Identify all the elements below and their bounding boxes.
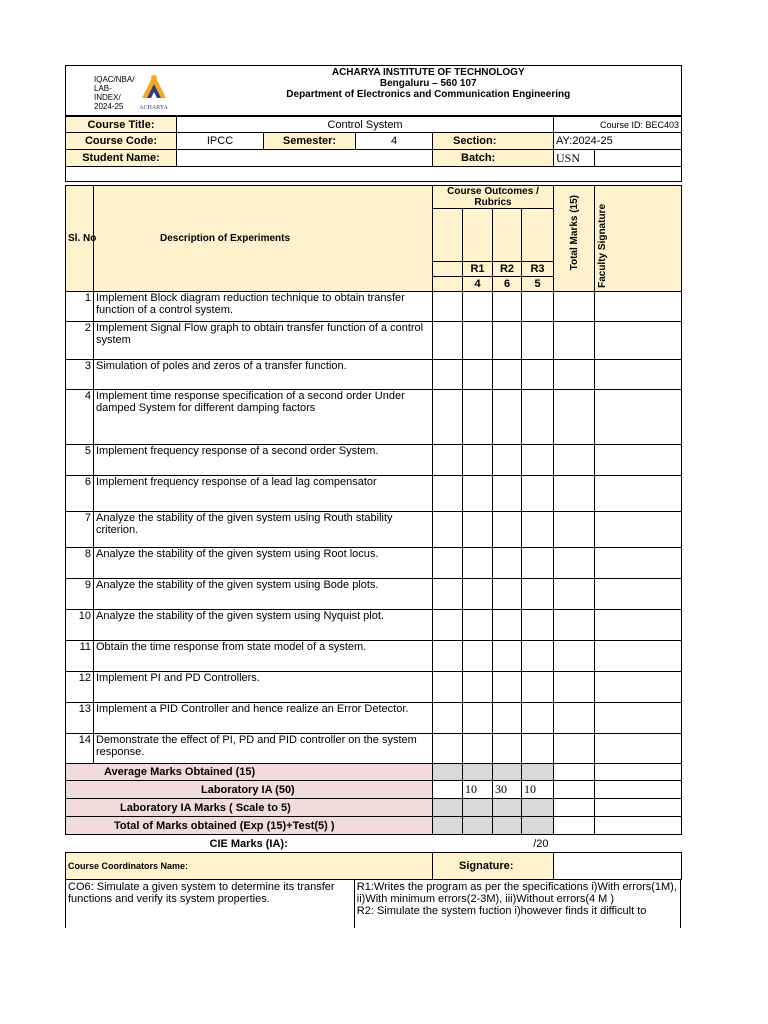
average-signature-cell xyxy=(595,764,682,781)
average-r1-cell[interactable] xyxy=(463,764,493,781)
average-r2-cell[interactable] xyxy=(493,764,522,781)
faculty-signature-header xyxy=(595,186,682,292)
co-cell[interactable] xyxy=(433,292,463,322)
r2-cell[interactable] xyxy=(493,322,522,360)
semester-value[interactable]: 4 xyxy=(356,133,433,150)
r1-description: R1:Writes the program as per the specifications i)With errors(1M), ii)With minimum errors(2-3M), iii)Without errors(4 M ) xyxy=(356,881,677,905)
signature-cell[interactable] xyxy=(595,641,682,672)
r1-cell[interactable] xyxy=(463,641,493,672)
total-cell[interactable] xyxy=(554,641,595,672)
r1-cell[interactable] xyxy=(463,360,493,390)
table-row xyxy=(66,610,682,641)
total-co-cell xyxy=(433,817,463,835)
signature-cell[interactable] xyxy=(595,548,682,579)
co-cell[interactable] xyxy=(433,390,463,445)
co-cell[interactable] xyxy=(433,641,463,672)
signature-label: Signature: xyxy=(433,853,554,880)
total-cell[interactable] xyxy=(554,548,595,579)
cie-marks-label: CIE Marks (IA): xyxy=(66,835,433,853)
rubric-r3-marks: 5 xyxy=(522,277,554,292)
rubric-r2-marks: 6 xyxy=(493,277,522,292)
batch-label: Batch: xyxy=(433,150,554,167)
signature-cell[interactable] xyxy=(595,390,682,445)
co-blank-cell xyxy=(433,209,463,262)
co-cell[interactable] xyxy=(433,703,463,734)
co-cell[interactable] xyxy=(433,548,463,579)
rubric-r2-header: R2 xyxy=(493,262,522,277)
description-header: Description of Experiments xyxy=(94,186,433,292)
experiment-number: 6 xyxy=(66,476,94,512)
lab-ia-co-cell xyxy=(433,781,463,799)
cie-marks-max[interactable]: /20 xyxy=(433,835,554,853)
total-signature-cell xyxy=(595,817,682,835)
co-cell[interactable] xyxy=(433,360,463,390)
course-info-table xyxy=(65,116,682,182)
total-cell[interactable] xyxy=(554,360,595,390)
table-row xyxy=(66,672,682,703)
faculty-signature-header-text: Faculty Signature xyxy=(597,204,609,288)
total-marks-header xyxy=(554,186,595,292)
r3-cell[interactable] xyxy=(522,641,554,672)
lab-ia-r1-value: 10 xyxy=(463,781,493,799)
table-row xyxy=(66,390,682,445)
signature-cell[interactable] xyxy=(595,360,682,390)
header-title-block xyxy=(176,66,682,116)
co-cell[interactable] xyxy=(433,445,463,476)
rubric-r1-marks: 4 xyxy=(463,277,493,292)
signature-cell[interactable] xyxy=(595,322,682,360)
spacer-row xyxy=(66,167,682,182)
co-cell[interactable] xyxy=(433,610,463,641)
student-name-field[interactable] xyxy=(177,150,433,167)
rubric-r3-header: R3 xyxy=(522,262,554,277)
r3-cell[interactable] xyxy=(522,292,554,322)
experiment-number: 14 xyxy=(66,734,94,764)
experiment-number: 3 xyxy=(66,360,94,390)
table-row xyxy=(66,292,682,322)
total-marks-label: Total of Marks obtained (Exp (15)+Test(5) ) xyxy=(66,817,433,835)
scaled-co-cell xyxy=(433,799,463,817)
course-title-value[interactable]: Control System xyxy=(177,117,554,133)
total-r1-cell[interactable] xyxy=(463,817,493,835)
total-total-cell[interactable] xyxy=(554,817,595,835)
table-row xyxy=(66,445,682,476)
r3-cell[interactable] xyxy=(522,548,554,579)
department-name: Department of Electronics and Communication Engineering xyxy=(286,89,571,100)
experiment-number: 5 xyxy=(66,445,94,476)
experiment-description: Implement Signal Flow graph to obtain transfer function of a control system xyxy=(94,322,433,360)
scaled-r2-cell[interactable] xyxy=(493,799,522,817)
r1-cell[interactable] xyxy=(463,548,493,579)
experiment-number: 13 xyxy=(66,703,94,734)
experiments-table xyxy=(65,185,682,880)
r3-cell[interactable] xyxy=(522,512,554,548)
table-row xyxy=(66,548,682,579)
academic-year: AY:2024-25 xyxy=(554,133,682,150)
r1-cell[interactable] xyxy=(463,512,493,548)
total-r3-cell[interactable] xyxy=(522,817,554,835)
experiment-description: Obtain the time response from state model of a system. xyxy=(94,641,433,672)
course-code-label: Course Code: xyxy=(66,133,177,150)
experiment-description: Implement Block diagram reduction technique to obtain transfer function of a control system. xyxy=(94,292,433,322)
header-table xyxy=(65,65,682,116)
experiment-description: Implement PI and PD Controllers. xyxy=(94,672,433,703)
table-row xyxy=(66,579,682,610)
r2-cell[interactable] xyxy=(493,360,522,390)
total-cell[interactable] xyxy=(554,512,595,548)
total-cell[interactable] xyxy=(554,476,595,512)
slno-header: Sl. No xyxy=(66,186,94,292)
usn-label: USN xyxy=(554,150,595,167)
experiment-description: Simulation of poles and zeros of a transfer function. xyxy=(94,360,433,390)
lab-ia-label: Laboratory IA (50) xyxy=(66,781,433,799)
experiment-description: Implement frequency response of a lead lag compensator xyxy=(94,476,433,512)
cie-blank xyxy=(554,835,682,853)
r3-cell[interactable] xyxy=(522,672,554,703)
course-id: Course ID: BEC403 xyxy=(554,117,682,133)
total-marks-header-text: Total Marks (15) xyxy=(568,194,580,270)
total-cell[interactable] xyxy=(554,445,595,476)
table-row xyxy=(66,512,682,548)
total-cell[interactable] xyxy=(554,579,595,610)
average-marks-label: Average Marks Obtained (15) xyxy=(66,764,433,781)
co-r1-blank xyxy=(463,209,493,262)
r1-cell[interactable] xyxy=(463,579,493,610)
r3-cell[interactable] xyxy=(522,579,554,610)
signature-cell[interactable] xyxy=(595,672,682,703)
co-cell[interactable] xyxy=(433,579,463,610)
experiment-description: Implement frequency response of a second order System. xyxy=(94,445,433,476)
r2-cell[interactable] xyxy=(493,512,522,548)
scaled-r1-cell[interactable] xyxy=(463,799,493,817)
r3-cell[interactable] xyxy=(522,703,554,734)
scaled-signature-cell xyxy=(595,799,682,817)
total-cell[interactable] xyxy=(554,734,595,764)
footer-block xyxy=(65,880,681,928)
co-cell[interactable] xyxy=(433,322,463,360)
table-row xyxy=(66,641,682,672)
usn-field[interactable] xyxy=(595,150,682,167)
experiment-number: 2 xyxy=(66,322,94,360)
rubric-marks-blank xyxy=(433,277,463,292)
table-row xyxy=(66,476,682,512)
r2-cell[interactable] xyxy=(493,610,522,641)
section-label: Section: xyxy=(433,133,554,150)
experiment-number: 11 xyxy=(66,641,94,672)
experiment-description: Analyze the stability of the given system using Bode plots. xyxy=(94,579,433,610)
r3-cell[interactable] xyxy=(522,734,554,764)
lab-ia-r2-value: 30 xyxy=(493,781,522,799)
experiment-description: Implement time response specification of a second order Under damped System for different damping factors xyxy=(94,390,433,445)
experiment-description: Demonstrate the effect of PI, PD and PID controller on the system response. xyxy=(94,734,433,764)
r1-cell[interactable] xyxy=(463,610,493,641)
total-r2-cell[interactable] xyxy=(493,817,522,835)
experiment-number: 10 xyxy=(66,610,94,641)
signature-cell[interactable] xyxy=(595,734,682,764)
r1-cell[interactable] xyxy=(463,445,493,476)
signature-field[interactable] xyxy=(554,853,682,880)
institute-city: Bengaluru – 560 107 xyxy=(379,78,477,89)
total-cell[interactable] xyxy=(554,672,595,703)
average-total-cell[interactable] xyxy=(554,764,595,781)
lab-index-sheet xyxy=(65,65,681,928)
lab-ia-scaled-label: Laboratory IA Marks ( Scale to 5) xyxy=(66,799,433,817)
r1-cell[interactable] xyxy=(463,322,493,360)
r1-cell[interactable] xyxy=(463,292,493,322)
table-row xyxy=(66,734,682,764)
co-cell[interactable] xyxy=(433,672,463,703)
table-row xyxy=(66,360,682,390)
r3-cell[interactable] xyxy=(522,476,554,512)
r1-cell[interactable] xyxy=(463,703,493,734)
r3-cell[interactable] xyxy=(522,445,554,476)
rubric-r1-header: R1 xyxy=(463,262,493,277)
co-r3-blank xyxy=(522,209,554,262)
signature-cell[interactable] xyxy=(595,703,682,734)
experiment-description: Analyze the stability of the given system using Routh stability criterion. xyxy=(94,512,433,548)
student-name-label: Student Name: xyxy=(66,150,177,167)
r2-cell[interactable] xyxy=(493,672,522,703)
r1-cell[interactable] xyxy=(463,476,493,512)
experiment-description: Analyze the stability of the given system using Root locus. xyxy=(94,548,433,579)
course-outcomes-header: Course Outcomes / Rubrics xyxy=(433,186,554,209)
semester-label: Semester: xyxy=(264,133,356,150)
signature-cell[interactable] xyxy=(595,445,682,476)
average-co-cell xyxy=(433,764,463,781)
r2-cell[interactable] xyxy=(493,703,522,734)
experiment-number: 1 xyxy=(66,292,94,322)
experiment-description: Analyze the stability of the given system using Nyquist plot. xyxy=(94,610,433,641)
r1-cell[interactable] xyxy=(463,734,493,764)
r2-cell[interactable] xyxy=(493,390,522,445)
r2-description: R2: Simulate the system fuction i)however finds it difficult to xyxy=(356,905,647,917)
total-cell[interactable] xyxy=(554,292,595,322)
r1-cell[interactable] xyxy=(463,672,493,703)
r1-cell[interactable] xyxy=(463,390,493,445)
r2-cell[interactable] xyxy=(493,734,522,764)
course-coordinator-label: Course Coordinators Name: xyxy=(66,853,433,880)
co-r2-blank xyxy=(493,209,522,262)
r3-cell[interactable] xyxy=(522,322,554,360)
institute-name: ACHARYA INSTITUTE OF TECHNOLOGY xyxy=(331,67,525,78)
r2-cell[interactable] xyxy=(493,476,522,512)
table-row xyxy=(66,703,682,734)
experiment-number: 4 xyxy=(66,390,94,445)
logo-caption: ACHARYA xyxy=(139,105,168,111)
header-left xyxy=(66,66,176,116)
signature-cell[interactable] xyxy=(595,610,682,641)
scaled-total-cell[interactable] xyxy=(554,799,595,817)
co-cell[interactable] xyxy=(433,512,463,548)
scaled-r3-cell[interactable] xyxy=(522,799,554,817)
lab-ia-total-cell[interactable] xyxy=(554,781,595,799)
r3-cell[interactable] xyxy=(522,390,554,445)
course-code-value[interactable]: IPCC xyxy=(177,133,264,150)
rubric-blank-cell xyxy=(433,262,463,277)
experiment-number: 8 xyxy=(66,548,94,579)
total-cell[interactable] xyxy=(554,390,595,445)
r3-cell[interactable] xyxy=(522,610,554,641)
experiment-number: 7 xyxy=(66,512,94,548)
r2-cell[interactable] xyxy=(493,641,522,672)
total-cell[interactable] xyxy=(554,322,595,360)
co-cell[interactable] xyxy=(433,734,463,764)
lab-ia-r3-value: 10 xyxy=(522,781,554,799)
r2-cell[interactable] xyxy=(493,292,522,322)
co6-text: CO6: Simulate a given system to determine its transfer functions and verify its system properties. xyxy=(68,881,335,905)
rubric-descriptions xyxy=(354,880,680,928)
lab-ia-signature-cell xyxy=(595,781,682,799)
acharya-logo xyxy=(134,72,174,111)
signature-cell[interactable] xyxy=(595,512,682,548)
co-cell[interactable] xyxy=(433,476,463,512)
total-cell[interactable] xyxy=(554,703,595,734)
r2-cell[interactable] xyxy=(493,548,522,579)
acharya-logo-icon xyxy=(134,72,174,106)
document-code: IQAC/NBA/ LAB-INDEX/ 2024-25 xyxy=(94,75,135,111)
course-title-label: Course Title: xyxy=(66,117,177,133)
signature-cell[interactable] xyxy=(595,292,682,322)
signature-cell[interactable] xyxy=(595,476,682,512)
average-r3-cell[interactable] xyxy=(522,764,554,781)
experiment-number: 9 xyxy=(66,579,94,610)
total-cell[interactable] xyxy=(554,610,595,641)
experiment-description: Implement a PID Controller and hence realize an Error Detector. xyxy=(94,703,433,734)
r3-cell[interactable] xyxy=(522,360,554,390)
r2-cell[interactable] xyxy=(493,579,522,610)
signature-cell[interactable] xyxy=(595,579,682,610)
experiment-number: 12 xyxy=(66,672,94,703)
r2-cell[interactable] xyxy=(493,445,522,476)
table-row xyxy=(66,322,682,360)
